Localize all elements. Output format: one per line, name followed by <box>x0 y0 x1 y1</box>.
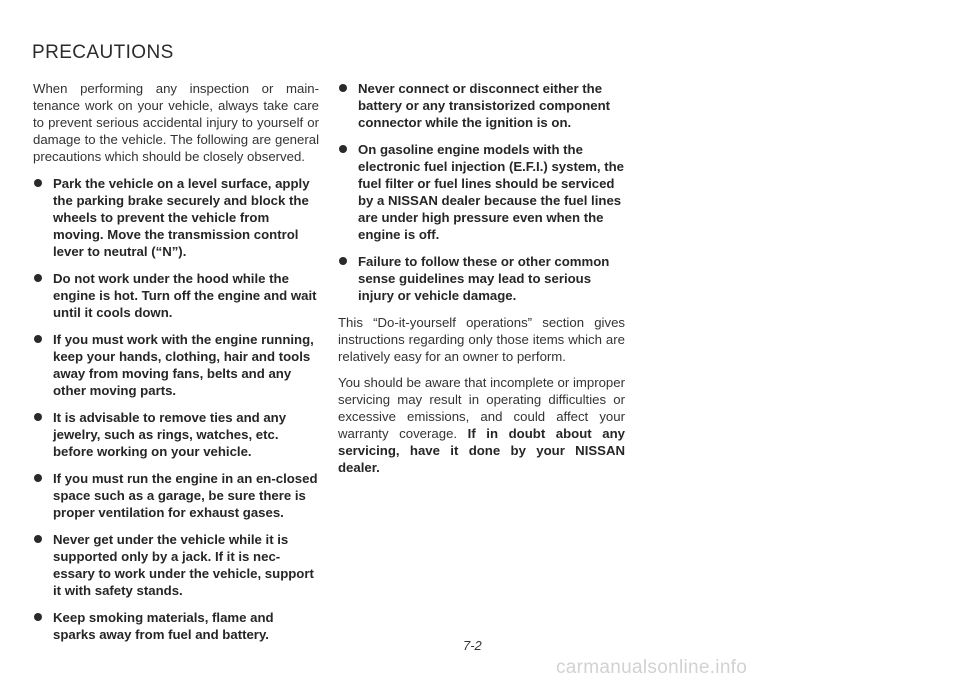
bullet-text: Keep smoking materials, flame and sparks away from fuel and battery. <box>53 610 274 642</box>
bullet-item <box>33 531 319 599</box>
bullet-item <box>338 141 625 243</box>
bullet-text: Do not work under the hood while the engine is hot. Turn off the engine and wait until it cools down. <box>53 271 317 320</box>
servicing-warning-paragraph <box>338 374 625 476</box>
bullet-dot-icon <box>339 84 347 92</box>
bullet-item <box>33 470 319 521</box>
bullet-text: On gasoline engine models with the electronic fuel injection (E.F.I.) system, the fuel filter or fuel lines should be serviced by a NISSAN dealer because the fuel lines are under high pressure even when the engine is off. <box>358 142 625 242</box>
bullet-text: If you must run the engine in an en-closed space such as a garage, be sure there is proper ventilation for exhaust gases. <box>53 471 318 520</box>
bullet-dot-icon <box>34 413 42 421</box>
right-column <box>338 80 625 485</box>
bullet-item <box>33 409 319 460</box>
bullet-dot-icon <box>34 535 42 543</box>
page-number: 7-2 <box>463 638 482 653</box>
intro-paragraph: When performing any inspection or main-tenance work on your vehicle, always take care to prevent serious accidental injury to yourself or damage to the vehicle. The following are general precautions which should be closely observed. <box>33 81 319 164</box>
bullet-dot-icon <box>34 335 42 343</box>
servicing-warning-text: You should be aware that incomplete or improper servicing may result in operating difficulties or excessive emissions, and could affect your warranty coverage. <box>338 375 625 441</box>
bullet-item <box>338 253 625 304</box>
bullet-dot-icon <box>34 474 42 482</box>
bullet-item <box>33 175 319 260</box>
bullet-text: Park the vehicle on a level surface, apply the parking brake securely and block the wheels to prevent the vehicle from moving. Move the transmission control lever to neutral (“N”). <box>53 176 310 259</box>
bullet-item <box>338 80 625 131</box>
bullet-text: If you must work with the engine running, keep your hands, clothing, hair and tools away from moving fans, belts and any other moving parts. <box>53 332 314 398</box>
bullet-item <box>33 331 319 399</box>
watermark-text: carmanualsonline.info <box>556 657 748 678</box>
bullet-item <box>33 609 319 643</box>
bullet-item <box>33 270 319 321</box>
page-title: PRECAUTIONS <box>32 42 174 63</box>
dealer-advice-text: If in doubt about any servicing, have it done by your NISSAN dealer. <box>338 426 625 475</box>
bullet-dot-icon <box>339 257 347 265</box>
bullet-dot-icon <box>34 274 42 282</box>
bullet-dot-icon <box>34 613 42 621</box>
bullet-text: Failure to follow these or other common sense guidelines may lead to serious injury or vehicle damage. <box>358 254 610 303</box>
left-bullet-list <box>33 175 319 643</box>
bullet-text: Never connect or disconnect either the battery or any transistorized component connector while the ignition is on. <box>358 81 611 130</box>
bullet-text: Never get under the vehicle while it is supported only by a jack. If it is nec-essary to work under the vehicle, support it with safety stands. <box>53 532 314 598</box>
right-bullet-list <box>338 80 625 304</box>
diy-section-paragraph: This “Do-it-yourself operations” section gives instructions regarding only those items which are relatively easy for an owner to perform. <box>338 315 625 364</box>
left-column <box>33 80 319 653</box>
bullet-text: It is advisable to remove ties and any jewelry, such as rings, watches, etc. before working on your vehicle. <box>53 410 287 459</box>
bullet-dot-icon <box>339 145 347 153</box>
bullet-dot-icon <box>34 179 42 187</box>
